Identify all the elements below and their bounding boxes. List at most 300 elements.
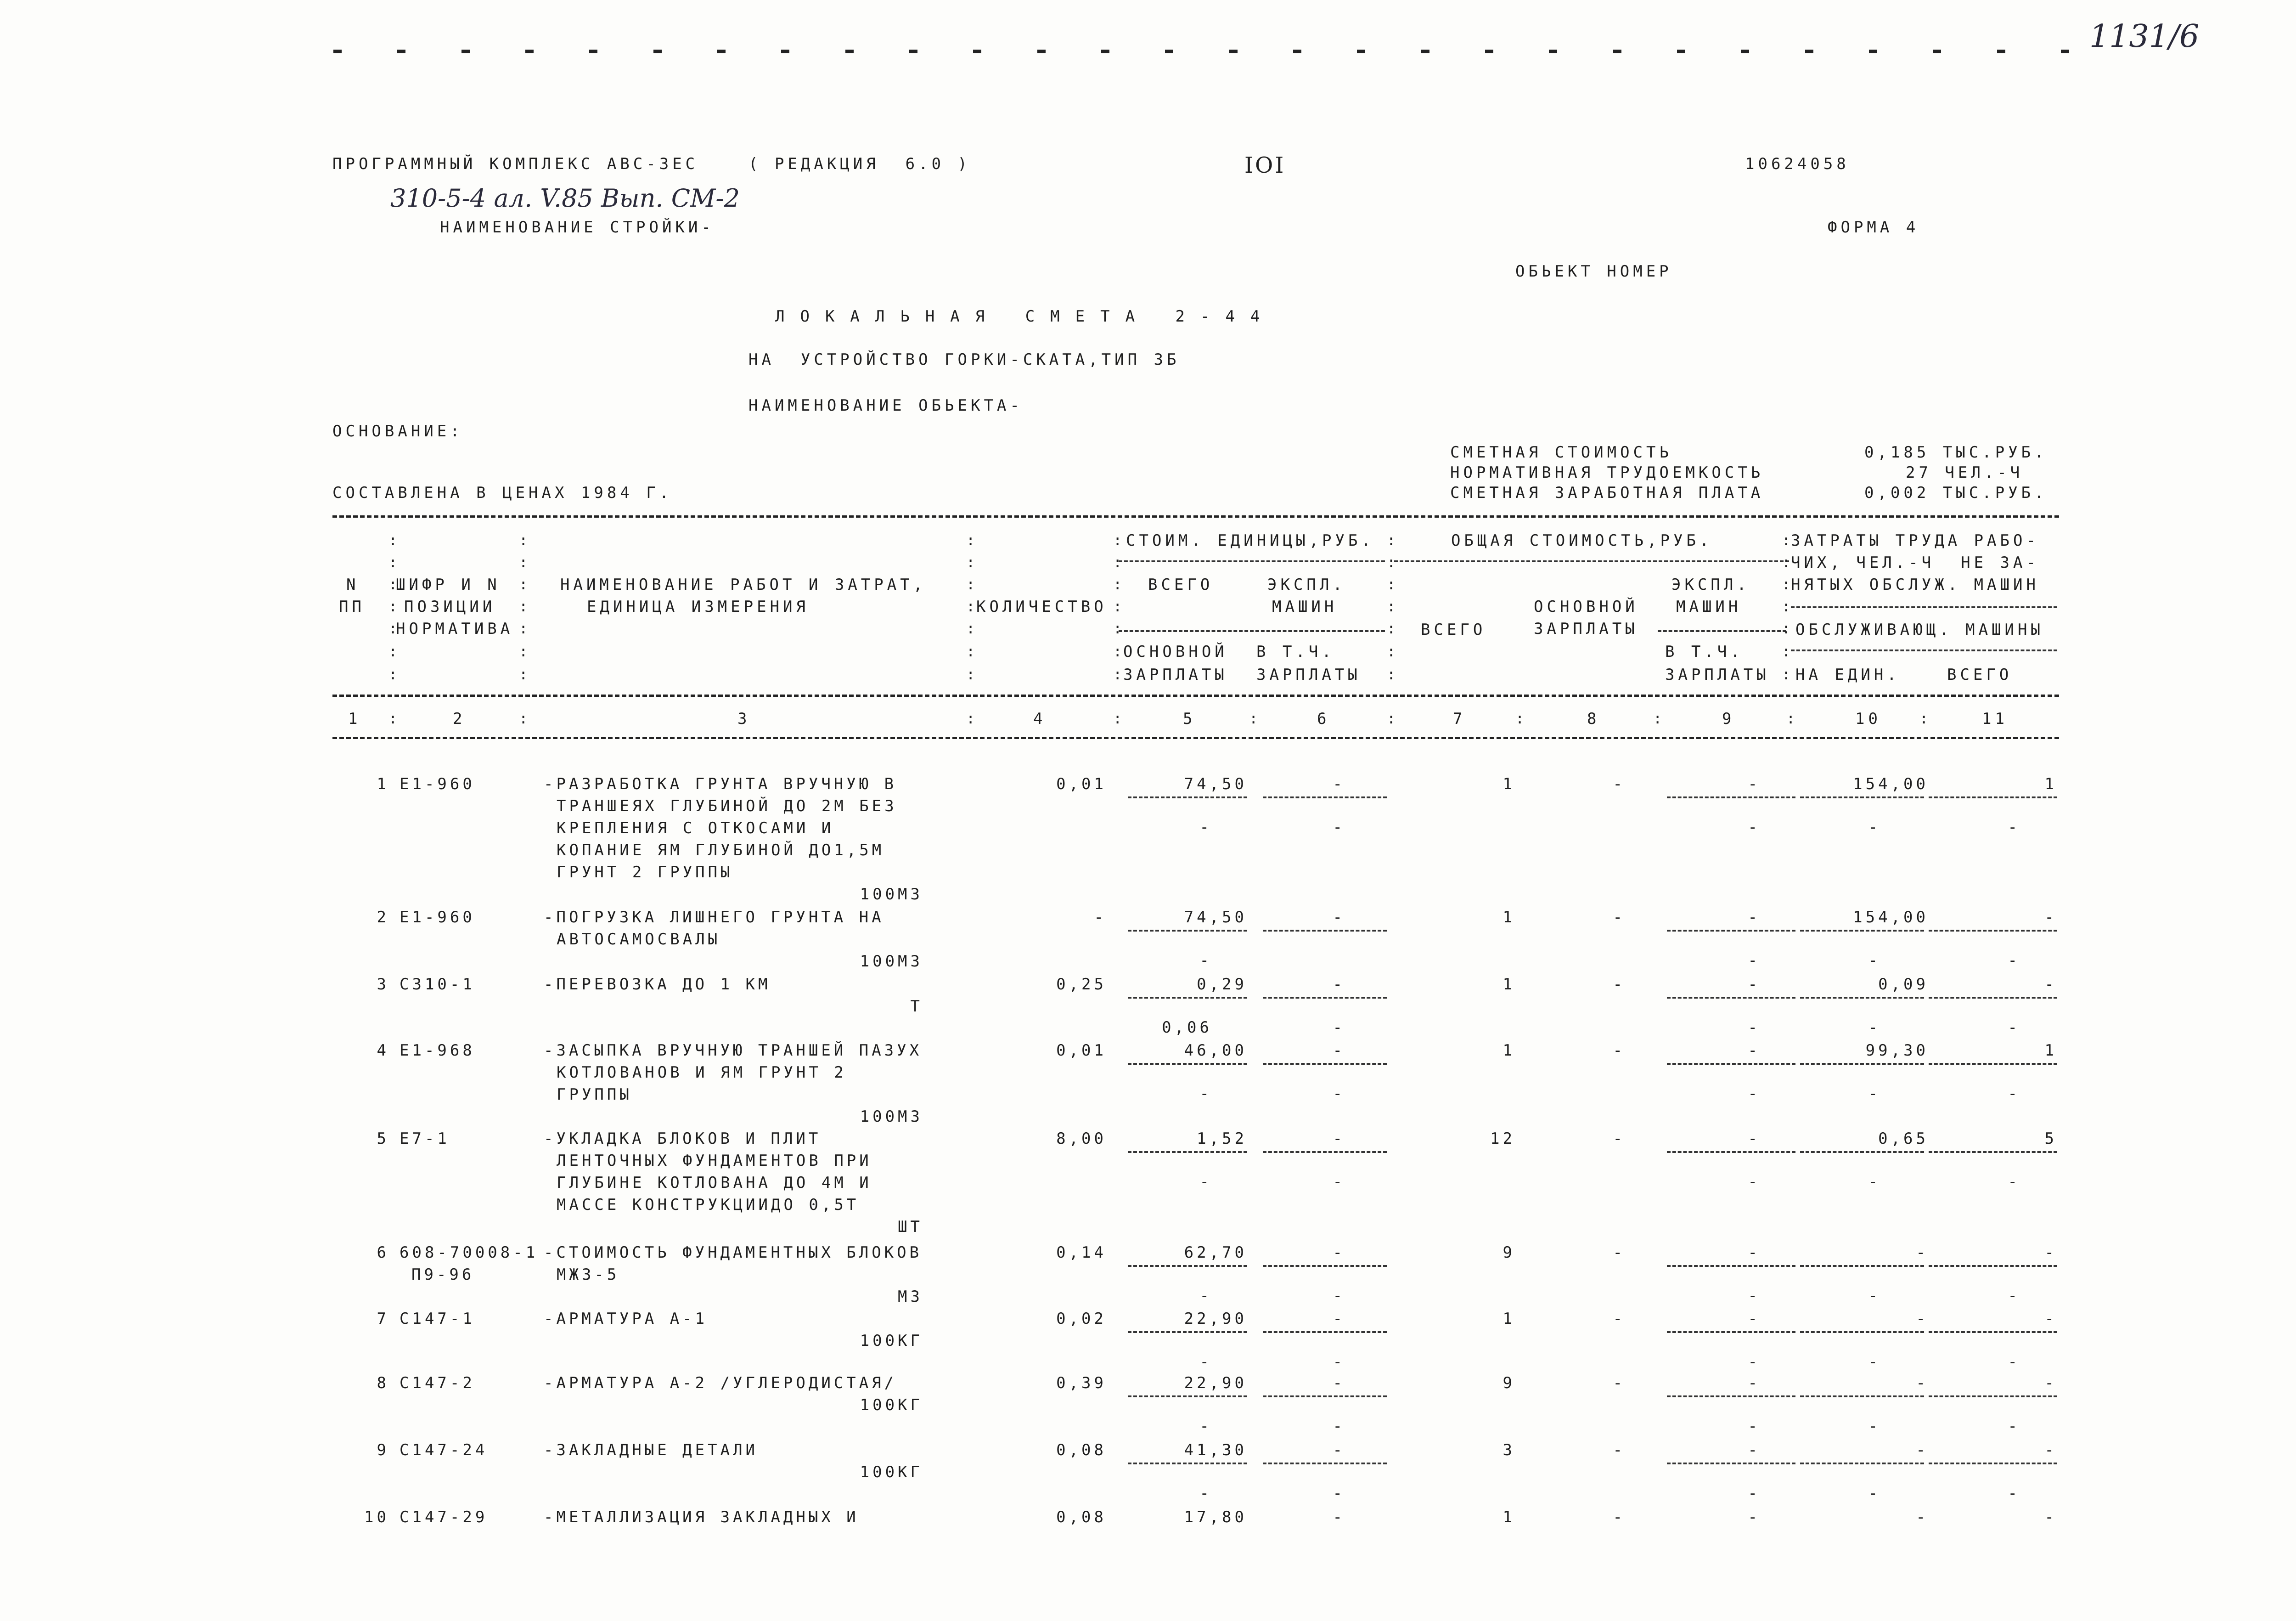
row-c5-salary: -: [1199, 1353, 1212, 1371]
row-qty: 8,00: [1056, 1130, 1107, 1148]
colnum-9: 9: [1722, 710, 1735, 728]
row-c7: 1: [1503, 1310, 1515, 1328]
row-c6-salary: -: [1333, 1417, 1345, 1435]
column-separator: :: [966, 554, 975, 571]
row-c9: -: [1748, 908, 1761, 926]
row-c6: -: [1333, 1508, 1345, 1526]
column-separator: :: [1782, 666, 1791, 683]
row-c7: 1: [1503, 1508, 1515, 1526]
row-subrule-6: [1263, 997, 1387, 999]
row-c9-salary: -: [1748, 1173, 1761, 1191]
column-separator: :: [1782, 576, 1791, 593]
row-number: 5: [377, 1130, 389, 1148]
row-subrule-11: [1929, 1331, 2057, 1333]
row-c8: -: [1613, 975, 1626, 994]
doc-code: 10624058: [1745, 155, 1850, 173]
row-c8: -: [1613, 908, 1626, 926]
row-subrule-11: [1929, 930, 2057, 932]
column-separator: :: [388, 576, 398, 593]
row-subrule-11: [1929, 1063, 2057, 1065]
row-c9: -: [1748, 1441, 1761, 1459]
row-c8: -: [1613, 775, 1626, 793]
row-number: 7: [377, 1310, 389, 1328]
column-separator: :: [1782, 620, 1791, 637]
column-separator: :: [519, 666, 528, 683]
row-subrule-9: [1667, 997, 1795, 999]
hdr-obsluzh: ОБСЛУЖИВАЮЩ. МАШИНЫ: [1795, 621, 2044, 639]
row-number: 8: [377, 1374, 389, 1392]
row-c10-salary: -: [1868, 1484, 1881, 1502]
row-c10-salary: -: [1868, 1084, 1881, 1103]
row-subrule-10: [1800, 1265, 1924, 1267]
summary-label-cost: СМЕТНАЯ СТОИМОСТЬ: [1450, 443, 1672, 462]
row-subrule-5: [1128, 930, 1247, 932]
column-separator: :: [966, 620, 975, 637]
column-separator: :: [519, 598, 528, 615]
hdr-na-edin: НА ЕДИН.: [1795, 666, 1900, 684]
row-c9-salary: -: [1748, 1287, 1761, 1305]
row-name: КОПАНИЕ ЯМ ГЛУБИНОЙ ДО1,5М: [557, 841, 885, 859]
row-c11-salary: -: [2008, 1084, 2020, 1103]
row-subrule-5: [1128, 1463, 1247, 1464]
colnum-10: 10: [1855, 710, 1881, 728]
column-separator: :: [1782, 643, 1791, 660]
object-label: ОБЬЕКТ НОМЕР: [1515, 262, 1672, 281]
colnum-separator: :: [1919, 710, 1929, 727]
row-unit: 100М3: [860, 952, 923, 971]
row-c10: -: [1916, 1508, 1929, 1526]
hdr-c2-line1: ШИФР И N: [396, 576, 501, 594]
row-c6: -: [1333, 1310, 1345, 1328]
hdr-c2-line2: ПОЗИЦИИ: [404, 598, 496, 616]
column-separator: :: [966, 598, 975, 615]
row-c9-salary: -: [1748, 1353, 1761, 1371]
hdr-ekspl-9b: МАШИН: [1676, 598, 1742, 616]
row-code: П9-96: [411, 1265, 475, 1284]
row-subrule-6: [1263, 1265, 1387, 1267]
hdr-osn-8b: ЗАРПЛАТЫ: [1534, 620, 1638, 638]
row-c5-salary: -: [1199, 1173, 1212, 1191]
row-subrule-9: [1667, 1063, 1795, 1065]
row-c8: -: [1613, 1374, 1626, 1392]
colnum-6: 6: [1317, 710, 1330, 728]
row-c7: 9: [1503, 1374, 1515, 1392]
row-qty: 0,25: [1056, 975, 1107, 994]
top-perforation: [333, 50, 2069, 54]
hdr-vsego-11: ВСЕГО: [1947, 666, 2013, 684]
row-number: 4: [377, 1041, 389, 1060]
row-c11: 1: [2044, 1041, 2057, 1060]
row-c9: -: [1748, 1243, 1761, 1262]
row-c8: -: [1613, 1041, 1626, 1060]
column-separator: :: [519, 554, 528, 571]
row-c8: -: [1613, 1310, 1626, 1328]
row-number: 3: [377, 975, 389, 994]
hdr-subrule-unit2: [1119, 630, 1385, 632]
row-subrule-5: [1128, 997, 1247, 999]
hdr-subrule-total: [1394, 560, 1789, 562]
row-name: -УКЛАДКА БЛОКОВ И ПЛИТ: [544, 1130, 822, 1148]
hdr-osn-5b: ЗАРПЛАТЫ: [1123, 666, 1228, 684]
row-name: МАССЕ КОНСТРУКЦИИДО 0,5Т: [557, 1196, 860, 1214]
row-qty: -: [1094, 908, 1107, 926]
summary-label-salary: СМЕТНАЯ ЗАРАБОТНАЯ ПЛАТА: [1450, 484, 1764, 502]
row-number: 2: [377, 908, 389, 926]
row-qty: 0,08: [1056, 1441, 1107, 1459]
hdr-osn-5a: ОСНОВНОЙ: [1123, 643, 1228, 661]
row-c8: -: [1613, 1130, 1626, 1148]
construction-label: НАИМЕНОВАНИЕ СТРОЙКИ-: [440, 218, 715, 237]
row-c6-salary: -: [1333, 818, 1345, 836]
row-subrule-9: [1667, 1151, 1795, 1153]
row-c9-salary: -: [1748, 818, 1761, 836]
column-separator: :: [1113, 576, 1122, 593]
row-c10: 0,09: [1878, 975, 1929, 994]
row-c11: -: [2044, 1374, 2057, 1392]
row-name: -МЕТАЛЛИЗАЦИЯ ЗАКЛАДНЫХ И: [544, 1508, 859, 1526]
row-c6-salary: -: [1333, 1173, 1345, 1191]
hdr-vsego-7: ВСЕГО: [1421, 621, 1486, 639]
row-qty: 0,01: [1056, 1041, 1107, 1060]
row-name: -СТОИМОСТЬ ФУНДАМЕНТНЫХ БЛОКОВ: [544, 1243, 923, 1262]
row-name: -АРМАТУРА А-2 /УГЛЕРОДИСТАЯ/: [544, 1374, 897, 1392]
column-separator: :: [388, 666, 398, 683]
row-unit: 100КГ: [860, 1396, 923, 1414]
row-name: КОТЛОВАНОВ И ЯМ ГРУНТ 2: [557, 1063, 847, 1082]
row-c9-salary: -: [1748, 1417, 1761, 1435]
hdr-labor-2: ЧИХ, ЧЕЛ.-Ч НЕ ЗА-: [1791, 554, 2039, 572]
column-separator: :: [388, 554, 398, 571]
row-subrule-5: [1128, 796, 1247, 798]
column-separator: :: [1387, 554, 1396, 571]
row-number: 1: [377, 775, 389, 793]
row-c7: 1: [1503, 1041, 1515, 1060]
row-c7: 12: [1490, 1130, 1515, 1148]
hdr-vtch-9a: В Т.Ч.: [1665, 643, 1744, 661]
row-c5-salary: -: [1199, 1484, 1212, 1502]
row-c5: 41,30: [1184, 1441, 1247, 1459]
row-subrule-11: [1929, 1265, 2057, 1267]
row-name: ЛЕНТОЧНЫХ ФУНДАМЕНТОВ ПРИ: [557, 1152, 872, 1170]
row-c6: -: [1333, 1041, 1345, 1060]
row-c5-salary: -: [1199, 951, 1212, 970]
row-c6: -: [1333, 1441, 1345, 1459]
row-name: -РАЗРАБОТКА ГРУНТА ВРУЧНУЮ В: [544, 775, 897, 793]
row-name: -ЗАКЛАДНЫЕ ДЕТАЛИ: [544, 1441, 758, 1459]
summary-value-labor: 27 ЧЕЛ.-Ч: [1906, 463, 2024, 482]
row-c9: -: [1748, 1374, 1761, 1392]
hdr-labor-1: ЗАТРАТЫ ТРУДА РАБО-: [1791, 531, 2039, 550]
row-unit: 100М3: [860, 1107, 923, 1126]
colnum-2: 2: [453, 710, 466, 728]
column-separator: :: [519, 531, 528, 549]
row-subrule-11: [1929, 796, 2057, 798]
hdr-ekspl-6a: ЭКСПЛ.: [1267, 576, 1346, 594]
row-c5-salary: 0,06: [1162, 1018, 1212, 1037]
row-code: С310-1: [400, 975, 475, 994]
row-code: С147-2: [400, 1374, 475, 1392]
colnum-separator: :: [966, 710, 975, 727]
column-separator: :: [519, 576, 528, 593]
row-subrule-10: [1800, 930, 1924, 932]
program-name: ПРОГРАММНЫЙ КОМПЛЕКС АВС-3ЕС: [332, 155, 699, 173]
hdr-vsego-5: ВСЕГО: [1148, 576, 1214, 594]
row-subrule-10: [1800, 997, 1924, 999]
column-separator: :: [1113, 554, 1122, 571]
column-separator: :: [966, 666, 975, 683]
row-c8: -: [1613, 1441, 1626, 1459]
column-separator: :: [1782, 598, 1791, 615]
row-c7: 1: [1503, 775, 1515, 793]
row-c10-salary: -: [1868, 818, 1881, 836]
row-subrule-11: [1929, 1151, 2057, 1153]
row-c11-salary: -: [2008, 1018, 2020, 1037]
row-c9: -: [1748, 1508, 1761, 1526]
row-c6-salary: -: [1333, 1353, 1345, 1371]
hdr-vtch-6b: ЗАРПЛАТЫ: [1256, 666, 1361, 684]
column-separator: :: [966, 643, 975, 660]
row-name: ГРУНТ 2 ГРУППЫ: [557, 863, 733, 881]
row-c11: -: [2044, 908, 2057, 926]
row-c11: 5: [2044, 1130, 2057, 1148]
row-subrule-6: [1263, 1151, 1387, 1153]
row-c10: 154,00: [1853, 908, 1929, 926]
row-name: -ПЕРЕВОЗКА ДО 1 КМ: [544, 975, 771, 994]
row-c11-salary: -: [2008, 1173, 2020, 1191]
column-separator: :: [1387, 666, 1396, 683]
hdr-c2-line3: НОРМАТИВА: [396, 620, 514, 638]
column-separator: :: [1113, 666, 1122, 683]
row-qty: 0,14: [1056, 1243, 1107, 1262]
colnum-8: 8: [1587, 710, 1600, 728]
row-subrule-5: [1128, 1151, 1247, 1153]
column-separator: :: [1113, 620, 1122, 637]
row-qty: 0,39: [1056, 1374, 1107, 1392]
edition: ( РЕДАКЦИЯ 6.0 ): [748, 155, 971, 173]
row-subrule-6: [1263, 1331, 1387, 1333]
row-c6-salary: -: [1333, 1018, 1345, 1037]
row-subrule-11: [1929, 1463, 2057, 1464]
row-name: МЖ3-5: [557, 1265, 620, 1284]
row-c11-salary: -: [2008, 1353, 2020, 1371]
row-subrule-10: [1800, 1463, 1924, 1464]
row-code: С147-29: [400, 1508, 488, 1526]
row-number: 9: [377, 1441, 389, 1459]
row-subrule-10: [1800, 1331, 1924, 1333]
row-c5: 62,70: [1184, 1243, 1247, 1262]
row-subrule-5: [1128, 1331, 1247, 1333]
colnum-separator: :: [388, 710, 398, 727]
column-separator: :: [1113, 643, 1122, 660]
row-c6: -: [1333, 775, 1345, 793]
row-name: ГЛУБИНЕ КОТЛОВАНА ДО 4М И: [557, 1174, 872, 1192]
row-name: ГРУППЫ: [557, 1085, 632, 1104]
row-name: -ЗАСЫПКА ВРУЧНУЮ ТРАНШЕЙ ПАЗУХ: [544, 1041, 923, 1060]
row-subrule-10: [1800, 1395, 1924, 1397]
column-separator: :: [388, 598, 398, 615]
summary-label-labor: НОРМАТИВНАЯ ТРУДОЕМКОСТЬ: [1450, 463, 1764, 482]
row-code: С147-1: [400, 1310, 475, 1328]
table-top-rule: [332, 515, 2059, 518]
hdr-vtch-6a: В Т.Ч.: [1256, 643, 1335, 661]
hdr-unit-cost: СТОИМ. ЕДИНИЦЫ,РУБ.: [1126, 531, 1374, 550]
hdr-subrule-unit: [1119, 560, 1385, 562]
column-separator: :: [1113, 598, 1122, 615]
row-subrule-9: [1667, 930, 1795, 932]
object-name-label: НАИМЕНОВАНИЕ ОБЬЕКТА-: [748, 396, 1023, 415]
hdr-ekspl-6b: МАШИН: [1272, 598, 1338, 616]
row-c7: 9: [1503, 1243, 1515, 1262]
row-c9-salary: -: [1748, 1084, 1761, 1103]
row-c5-salary: -: [1199, 1417, 1212, 1435]
row-c11-salary: -: [2008, 818, 2020, 836]
row-c9-salary: -: [1748, 1018, 1761, 1037]
row-unit: М3: [898, 1288, 923, 1306]
colnum-separator: :: [1515, 710, 1525, 727]
row-c6: -: [1333, 1130, 1345, 1148]
row-c9: -: [1748, 1310, 1761, 1328]
row-subrule-9: [1667, 1331, 1795, 1333]
row-c7: 3: [1503, 1441, 1515, 1459]
column-separator: :: [1387, 576, 1396, 593]
row-c10-salary: -: [1868, 1173, 1881, 1191]
colnum-separator: :: [1249, 710, 1258, 727]
row-qty: 0,01: [1056, 775, 1107, 793]
row-c5: 74,50: [1184, 775, 1247, 793]
row-c5: 1,52: [1197, 1130, 1247, 1148]
hdr-labor-3: НЯТЫХ ОБСЛУЖ. МАШИН: [1791, 576, 2039, 594]
row-subrule-6: [1263, 1063, 1387, 1065]
row-c10-salary: -: [1868, 951, 1881, 970]
row-code: 608-70008-1: [400, 1243, 539, 1262]
row-c11: -: [2044, 1508, 2057, 1526]
row-c11-salary: -: [2008, 1484, 2020, 1502]
basis-label: ОСНОВАНИЕ:: [332, 422, 463, 441]
row-c10: -: [1916, 1441, 1929, 1459]
row-c10: 99,30: [1865, 1041, 1929, 1060]
hdr-c1-n: N: [346, 576, 360, 594]
row-c10-salary: -: [1868, 1018, 1881, 1037]
prices-label: СОСТАВЛЕНА В ЦЕНАХ 1984 Г.: [332, 484, 673, 502]
row-c9: -: [1748, 1130, 1761, 1148]
row-subrule-9: [1667, 1265, 1795, 1267]
row-subrule-10: [1800, 796, 1924, 798]
colnum-11: 11: [1982, 710, 2008, 728]
row-subrule-11: [1929, 1395, 2057, 1397]
row-c6: -: [1333, 1374, 1345, 1392]
column-separator: :: [966, 576, 975, 593]
row-c11-salary: -: [2008, 1287, 2020, 1305]
row-c9-salary: -: [1748, 1484, 1761, 1502]
row-c6: -: [1333, 975, 1345, 994]
row-c5: 17,80: [1184, 1508, 1247, 1526]
row-c5: 22,90: [1184, 1310, 1247, 1328]
row-c10-salary: -: [1868, 1287, 1881, 1305]
row-c9-salary: -: [1748, 951, 1761, 970]
row-c10: 154,00: [1853, 775, 1929, 793]
row-name: КРЕПЛЕНИЯ С ОТКОСАМИ И: [557, 819, 834, 837]
row-c6-salary: -: [1333, 1287, 1345, 1305]
column-separator: :: [1782, 531, 1791, 549]
column-separator: :: [1387, 531, 1396, 549]
row-subrule-5: [1128, 1063, 1247, 1065]
column-separator: :: [519, 620, 528, 637]
column-separator: :: [388, 643, 398, 660]
hdr-subrule-9: [1658, 630, 1786, 632]
row-subrule-10: [1800, 1063, 1924, 1065]
header-bottom-rule: [332, 695, 2059, 697]
hdr-subrule-labor2: [1791, 650, 2057, 651]
estimate-title: ЛОКАЛЬНАЯ СМЕТА 2-44: [775, 307, 1276, 326]
column-separator: :: [519, 643, 528, 660]
row-subrule-9: [1667, 1463, 1795, 1464]
column-separator: :: [1782, 554, 1791, 571]
column-separator: :: [388, 620, 398, 637]
row-name: ТРАНШЕЯХ ГЛУБИНОЙ ДО 2М БЕЗ: [557, 797, 897, 815]
row-c11: 1: [2044, 775, 2057, 793]
row-name: -АРМАТУРА А-1: [544, 1310, 708, 1328]
colnum-separator: :: [1113, 710, 1122, 727]
row-c6-salary: -: [1333, 1084, 1345, 1103]
row-c11: -: [2044, 1310, 2057, 1328]
row-code: Е7-1: [400, 1130, 450, 1148]
row-c9: -: [1748, 975, 1761, 994]
page-number: IOI: [1244, 152, 1286, 178]
row-name: -ПОГРУЗКА ЛИШНЕГО ГРУНТА НА: [544, 908, 884, 926]
colnum-separator: :: [1387, 710, 1396, 727]
row-unit: Т: [910, 997, 923, 1016]
hdr-ekspl-9a: ЭКСПЛ.: [1671, 576, 1750, 594]
hdr-c3-line2: ЕДИНИЦА ИЗМЕРЕНИЯ: [587, 598, 809, 616]
estimate-subtitle: НА УСТРОЙСТВО ГОРКИ-СКАТА,ТИП 3Б: [748, 350, 1180, 369]
row-c5: 22,90: [1184, 1374, 1247, 1392]
row-subrule-10: [1800, 1151, 1924, 1153]
row-code: Е1-968: [400, 1041, 475, 1060]
row-c10: -: [1916, 1310, 1929, 1328]
column-separator: :: [966, 531, 975, 549]
row-unit: 100КГ: [860, 1332, 923, 1350]
row-subrule-11: [1929, 997, 2057, 999]
row-c6: -: [1333, 908, 1345, 926]
row-unit: 100КГ: [860, 1463, 923, 1481]
hdr-c4: КОЛИЧЕСТВО: [976, 598, 1107, 616]
colnum-separator: :: [1786, 710, 1795, 727]
row-c11: -: [2044, 1243, 2057, 1262]
colnum-5: 5: [1183, 710, 1196, 728]
colnum-separator: :: [1653, 710, 1662, 727]
column-separator: :: [1113, 531, 1122, 549]
row-c5-salary: -: [1199, 1084, 1212, 1103]
hdr-vtch-9b: ЗАРПЛАТЫ: [1665, 666, 1770, 684]
colnum-3: 3: [737, 710, 751, 728]
row-c5: 0,29: [1197, 975, 1247, 994]
column-separator: :: [1387, 620, 1396, 637]
hdr-total-cost: ОБЩАЯ СТОИМОСТЬ,РУБ.: [1451, 531, 1713, 550]
row-name: АВТОСАМОСВАЛЫ: [557, 930, 721, 949]
row-qty: 0,02: [1056, 1310, 1107, 1328]
column-separator: :: [388, 531, 398, 549]
column-separator: :: [1387, 598, 1396, 615]
row-c10-salary: -: [1868, 1353, 1881, 1371]
row-c8: -: [1613, 1243, 1626, 1262]
row-c5: 74,50: [1184, 908, 1247, 926]
row-c11: -: [2044, 1441, 2057, 1459]
row-c9: -: [1748, 775, 1761, 793]
row-qty: 0,08: [1056, 1508, 1107, 1526]
row-c5-salary: -: [1199, 1287, 1212, 1305]
row-c11-salary: -: [2008, 1417, 2020, 1435]
column-separator: :: [1387, 643, 1396, 660]
